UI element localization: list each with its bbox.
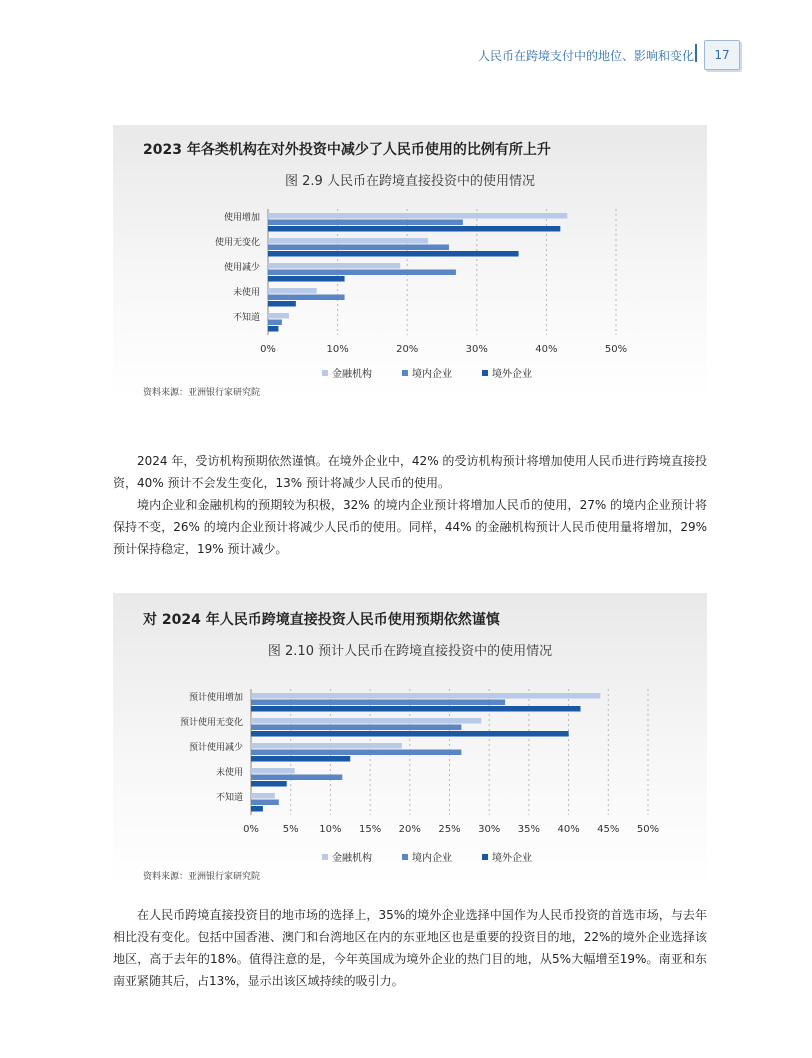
bar-境外企业	[251, 806, 263, 812]
x-tick-label: 5%	[282, 824, 299, 835]
bar-chart-2-9	[113, 125, 707, 400]
figure-panel-2-10	[113, 593, 707, 888]
body-paragraph: 境内企业和金融机构的预期较为积极，32% 的境内企业预计将增加人民币的使用，27% 的境内企业预计将保持不变，26% 的境内企业预计将减少人民币的使用。同样，44% 的金融机构预计人民币使用量将增加，29% 预计保持稳定，19% 预计减少。	[113, 498, 707, 556]
bar-境内企业	[268, 320, 282, 326]
x-tick-label: 15%	[358, 824, 382, 835]
x-tick-label: 50%	[604, 344, 628, 355]
bar-金融机构	[251, 768, 295, 774]
bar-金融机构	[268, 263, 400, 269]
legend-swatch	[482, 854, 488, 860]
body-paragraph: 2024 年，受访机构预期依然谨慎。在境外企业中，42% 的受访机构预计将增加使用人民币进行跨境直接投资，40% 预计不会发生变化，13% 预计将减少人民币的使用。	[113, 454, 707, 490]
legend-swatch	[482, 370, 488, 376]
bar-境内企业	[268, 245, 449, 251]
legend-swatch	[402, 370, 408, 376]
x-tick-label: 0%	[243, 824, 259, 835]
body-paragraph: 在人民币跨境直接投资目的地市场的选择上，35%的境外企业选择中国作为人民币投资的首选市场，与去年相比没有变化。包括中国香港、澳门和台湾地区在内的东亚地区也是重要的投资目的地，22%的境外企业选择该地区，高于去年的18%。值得注意的是，今年英国成为境外企业的热门目的地，从5%大幅增至19%。南亚和东南亚紧随其后，占13%，显示出该区域持续的吸引力。	[113, 908, 707, 988]
x-tick-label: 20%	[396, 344, 419, 355]
panel-heading: 对 2024 年人民币跨境直接投资人民币使用预期依然谨慎	[143, 612, 500, 628]
x-tick-label: 45%	[597, 824, 620, 835]
category-label: 未使用	[232, 287, 260, 298]
legend-label: 境外企业	[492, 369, 532, 380]
bar-境外企业	[268, 326, 278, 332]
header-divider	[695, 44, 697, 62]
bar-境外企业	[268, 276, 345, 282]
figure-title: 图 2.10 预计人民币在跨境直接投资中的使用情况	[267, 644, 553, 659]
bar-金融机构	[268, 213, 567, 219]
bar-境外企业	[268, 251, 519, 257]
page-number: 17	[704, 40, 740, 70]
bar-境外企业	[268, 226, 560, 232]
category-label: 使用无变化	[214, 237, 260, 248]
bar-金融机构	[268, 288, 317, 294]
bar-境内企业	[251, 725, 461, 731]
x-tick-label: 20%	[398, 824, 421, 835]
legend-label: 境内企业	[412, 369, 452, 380]
x-tick-label: 30%	[478, 824, 501, 835]
category-label: 不知道	[232, 312, 260, 323]
x-tick-label: 25%	[438, 824, 461, 835]
legend-label: 境内企业	[412, 853, 452, 864]
category-label: 未使用	[215, 767, 243, 778]
running-header-title: 人民币在跨境支付中的地位、影响和变化	[477, 49, 694, 63]
bar-金融机构	[251, 743, 402, 749]
x-tick-label: 0%	[260, 344, 276, 355]
category-label: 使用增加	[223, 212, 260, 223]
bar-境内企业	[251, 800, 279, 806]
x-tick-label: 10%	[326, 344, 349, 355]
source-note: 资料来源：亚洲银行家研究院	[143, 872, 261, 882]
bar-境外企业	[251, 706, 581, 712]
bar-境外企业	[251, 731, 569, 737]
bar-境内企业	[268, 270, 456, 276]
legend-label: 金融机构	[332, 853, 372, 864]
bar-境内企业	[251, 750, 461, 756]
bar-境外企业	[251, 781, 287, 787]
x-tick-label: 40%	[535, 344, 558, 355]
legend-label: 金融机构	[332, 369, 372, 380]
x-tick-label: 50%	[636, 824, 660, 835]
bar-金融机构	[251, 793, 275, 799]
legend-label: 境外企业	[492, 853, 532, 864]
legend-swatch	[322, 854, 328, 860]
bar-金融机构	[268, 238, 428, 244]
legend-swatch	[322, 370, 328, 376]
category-label: 预计使用无变化	[179, 717, 243, 728]
bar-金融机构	[251, 718, 481, 724]
bar-境内企业	[251, 700, 505, 706]
category-label: 预计使用减少	[188, 742, 243, 753]
bar-境内企业	[251, 775, 342, 781]
bar-chart-2-10	[113, 593, 707, 888]
bar-境外企业	[251, 756, 350, 762]
x-tick-label: 35%	[517, 824, 541, 835]
legend-swatch	[402, 854, 408, 860]
figure-title: 图 2.9 人民币在跨境直接投资中的使用情况	[285, 174, 535, 189]
panel-heading: 2023 年各类机构在对外投资中减少了人民币使用的比例有所上升	[143, 142, 551, 158]
bar-境内企业	[268, 295, 345, 301]
bar-境外企业	[268, 301, 296, 307]
bar-金融机构	[268, 313, 289, 319]
bar-境内企业	[268, 220, 463, 226]
x-tick-label: 40%	[557, 824, 580, 835]
bar-金融机构	[251, 693, 600, 699]
x-tick-label: 10%	[319, 824, 342, 835]
category-label: 不知道	[215, 792, 243, 803]
category-label: 使用减少	[223, 262, 260, 273]
figure-panel-2-9	[113, 125, 707, 400]
x-tick-label: 30%	[465, 344, 488, 355]
category-label: 预计使用增加	[188, 692, 243, 703]
source-note: 资料来源：亚洲银行家研究院	[143, 388, 261, 398]
